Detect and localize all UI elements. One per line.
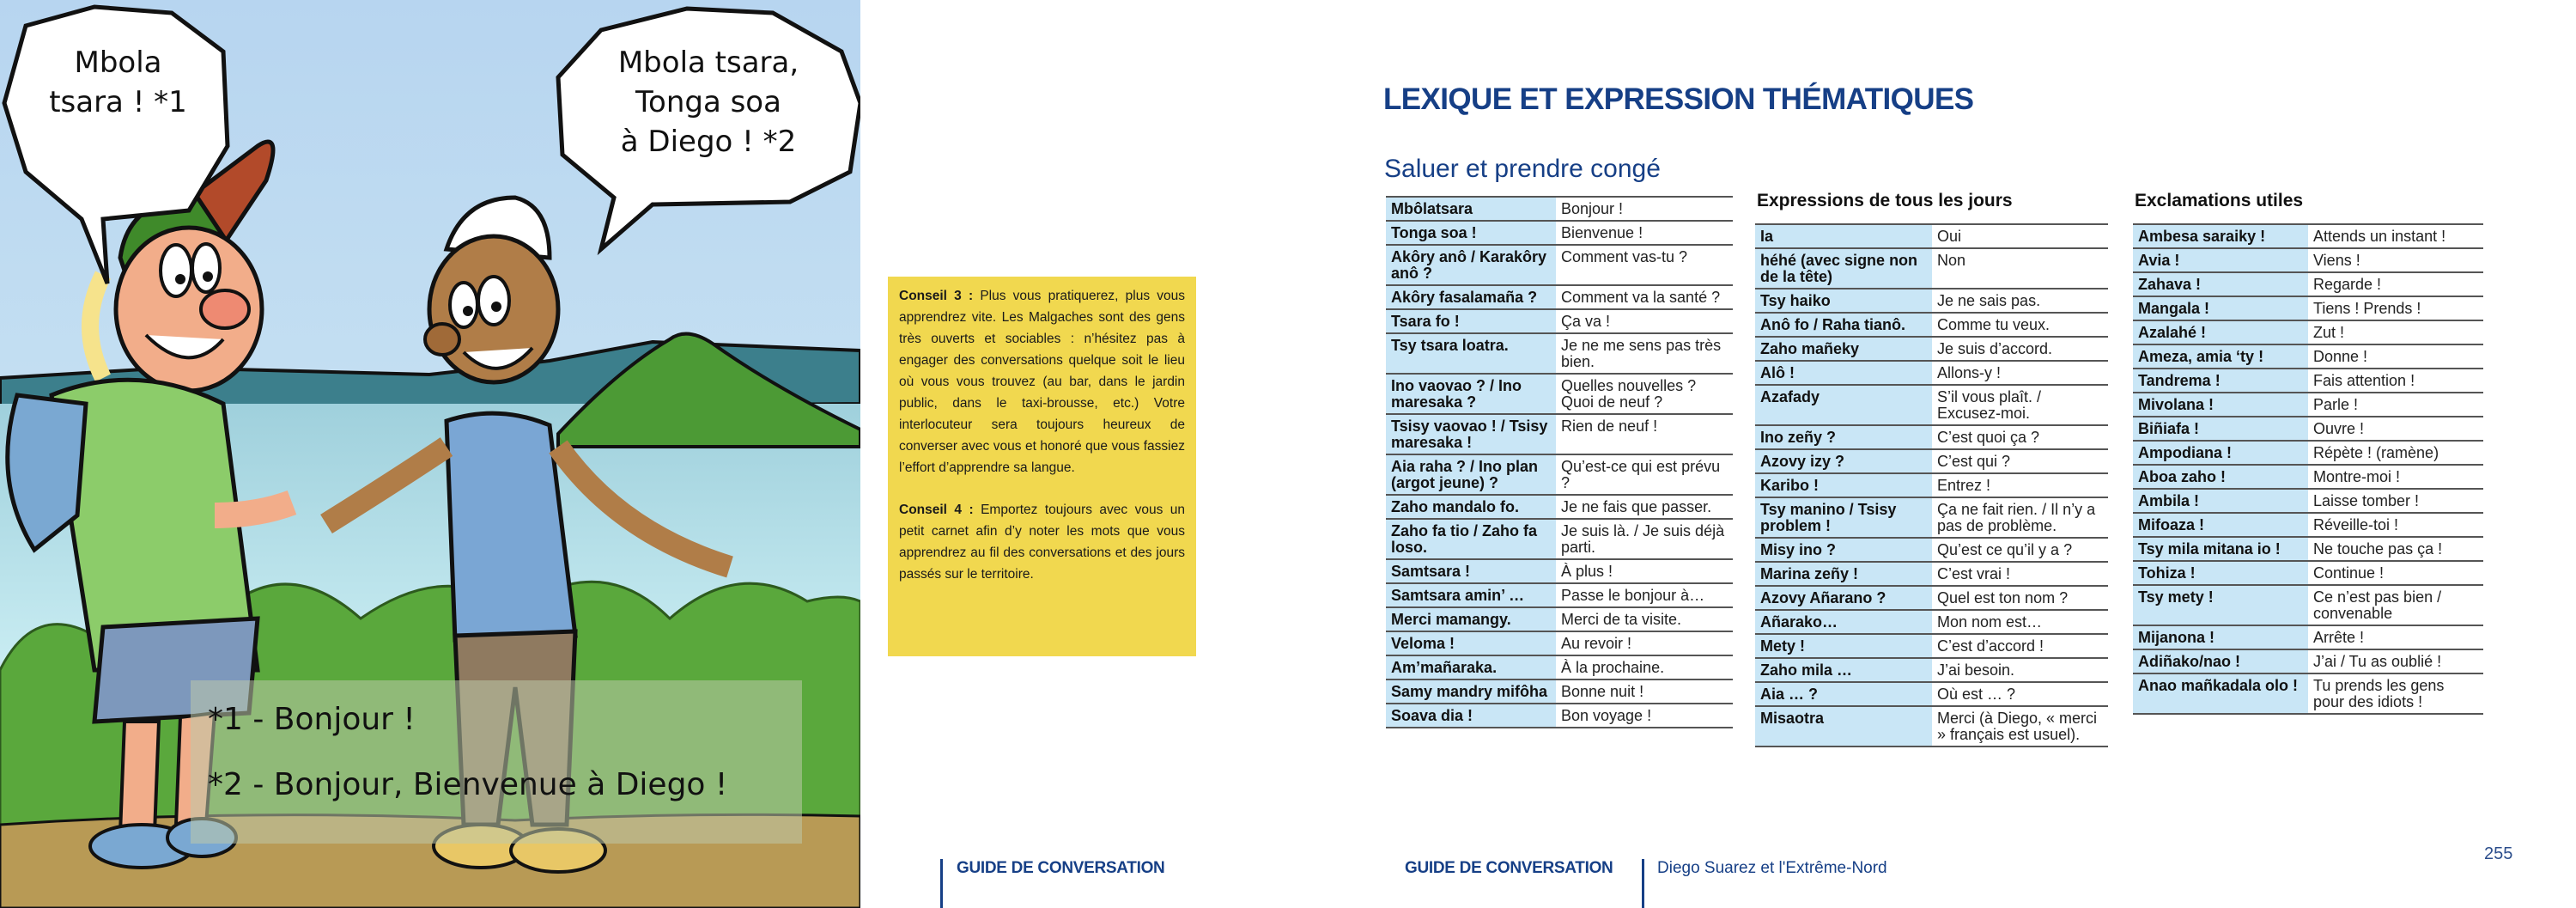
french-translation: S’il vous plaît. / Excusez-moi.: [1932, 385, 2108, 425]
malagasy-phrase: Karibo !: [1755, 473, 1932, 497]
table-row: [2133, 673, 2483, 714]
greetings-table: [1386, 196, 1733, 728]
malagasy-phrase: Marina zeñy !: [1755, 562, 1932, 586]
table-row: [2133, 441, 2483, 465]
french-translation: Rien de neuf !: [1556, 414, 1733, 454]
malagasy-phrase: Ino vaovao ? / Ino maresaka ?: [1386, 374, 1556, 414]
table-row: [1755, 538, 2108, 562]
french-translation: Qu’est-ce qui est prévu ?: [1556, 454, 1733, 495]
translation-caption-box: [191, 680, 802, 844]
table-row: [2133, 417, 2483, 441]
table-row: [1386, 374, 1733, 414]
table-row: [2133, 465, 2483, 489]
speech-bubble-1-text: Mbola tsara ! *1: [49, 46, 187, 119]
table-row: [2133, 224, 2483, 248]
malagasy-phrase: Am’mañaraka.: [1386, 655, 1556, 679]
table-row: [1386, 655, 1733, 679]
table-row: [1386, 519, 1733, 559]
malagasy-phrase: Tsy haiko: [1755, 289, 1932, 313]
table-row: [2133, 649, 2483, 673]
tip-4: [899, 499, 1185, 585]
malagasy-phrase: Aboa zaho !: [2133, 465, 2308, 489]
right-footer-divider: [1642, 859, 1644, 908]
section-title-everyday: Expressions de tous les jours: [1757, 191, 2013, 210]
table-row: [1755, 385, 2108, 425]
malagasy-phrase: Mangala !: [2133, 296, 2308, 320]
french-translation: Mon nom est…: [1932, 610, 2108, 634]
tip-4-label: Conseil 4 :: [899, 503, 974, 517]
malagasy-phrase: Biñiafa !: [2133, 417, 2308, 441]
french-translation: Oui: [1932, 224, 2108, 248]
french-translation: Réveille-toi !: [2308, 513, 2483, 537]
french-translation: Ce n’est pas bien / convenable: [2308, 585, 2483, 625]
french-translation: Bienvenue !: [1556, 221, 1733, 245]
french-translation: Zut !: [2308, 320, 2483, 344]
malagasy-phrase: Azalahé !: [2133, 320, 2308, 344]
malagasy-phrase: Samtsara amin’ …: [1386, 583, 1556, 607]
french-translation: Comment va la santé ?: [1556, 285, 1733, 309]
left-footer-title: GUIDE DE CONVERSATION: [957, 859, 1165, 877]
table-row: [1386, 704, 1733, 728]
malagasy-phrase: Avia !: [2133, 248, 2308, 272]
french-translation: Non: [1932, 248, 2108, 289]
page-title: LEXIQUE ET EXPRESSION THÉMATIQUES: [1383, 82, 1974, 116]
table-row: [2133, 625, 2483, 649]
malagasy-phrase: Tsy mety !: [2133, 585, 2308, 625]
malagasy-phrase: Tohiza !: [2133, 561, 2308, 585]
table-row: [2133, 344, 2483, 369]
table-row: [1755, 610, 2108, 634]
malagasy-phrase: Zaho mañeky: [1755, 337, 1932, 361]
malagasy-phrase: Misaotra: [1755, 706, 1932, 747]
malagasy-phrase: Tsy mila mitana io !: [2133, 537, 2308, 561]
right-footer-title: GUIDE DE CONVERSATION: [1405, 859, 1613, 877]
malagasy-phrase: Alô !: [1755, 361, 1932, 385]
french-translation: Je ne me sens pas très bien.: [1556, 333, 1733, 374]
table-row: [1386, 333, 1733, 374]
right-footer-chapter: Diego Suarez et l'Extrême-Nord: [1657, 859, 1887, 877]
malagasy-phrase: Merci mamangy.: [1386, 607, 1556, 631]
table-row: [2133, 585, 2483, 625]
tip-3-label: Conseil 3 :: [899, 289, 974, 303]
malagasy-phrase: Ia: [1755, 224, 1932, 248]
french-translation: Au revoir !: [1556, 631, 1733, 655]
french-translation: Quel est ton nom ?: [1932, 586, 2108, 610]
french-translation: Tiens ! Prends !: [2308, 296, 2483, 320]
french-translation: J’ai / Tu as oublié !: [2308, 649, 2483, 673]
malagasy-phrase: Aia raha ? / Ino plan (argot jeune) ?: [1386, 454, 1556, 495]
malagasy-phrase: Samtsara !: [1386, 559, 1556, 583]
table-row: [2133, 537, 2483, 561]
section-title-exclamations: Exclamations utiles: [2135, 191, 2304, 210]
malagasy-phrase: Anao mañkadala olo !: [2133, 673, 2308, 714]
section-title-greetings: Saluer et prendre congé: [1384, 155, 1661, 183]
malagasy-phrase: Samy mandry mifôha: [1386, 679, 1556, 704]
french-translation: C’est d’accord !: [1932, 634, 2108, 658]
malagasy-phrase: Anô fo / Raha tianô.: [1755, 313, 1932, 337]
caption-footnote-1: *1 - Bonjour !: [208, 702, 416, 737]
french-translation: Merci de ta visite.: [1556, 607, 1733, 631]
malagasy-phrase: héhé (avec signe non de la tête): [1755, 248, 1932, 289]
french-translation: Passe le bonjour à…: [1556, 583, 1733, 607]
french-translation: Je suis d’accord.: [1932, 337, 2108, 361]
malagasy-phrase: Misy ino ?: [1755, 538, 1932, 562]
table-row: [1386, 559, 1733, 583]
french-translation: C’est quoi ça ?: [1932, 425, 2108, 449]
malagasy-phrase: Mifoaza !: [2133, 513, 2308, 537]
french-translation: Parle !: [2308, 393, 2483, 417]
table-row: [1386, 583, 1733, 607]
french-translation: Où est … ?: [1932, 682, 2108, 706]
malagasy-phrase: Mivolana !: [2133, 393, 2308, 417]
malagasy-phrase: Aia … ?: [1755, 682, 1932, 706]
french-translation: Regarde !: [2308, 272, 2483, 296]
table-row: [2133, 272, 2483, 296]
french-translation: Allons-y !: [1932, 361, 2108, 385]
tip-3: [899, 285, 1185, 478]
french-translation: Ça ne fait rien. / Il n’y a pas de problème.: [1932, 497, 2108, 538]
table-row: [1755, 449, 2108, 473]
french-translation: Merci (à Diego, « merci » français est usuel).: [1932, 706, 2108, 747]
table-row: [1386, 495, 1733, 519]
comic-illustration: [0, 0, 860, 908]
table-row: [1755, 425, 2108, 449]
table-row: [2133, 296, 2483, 320]
malagasy-phrase: Ambesa saraiky !: [2133, 224, 2308, 248]
table-row: [1386, 309, 1733, 333]
malagasy-phrase: Zaho mila …: [1755, 658, 1932, 682]
tip-4-text: Emportez toujours avec vous un petit carnet afin d’y noter les mots que vous apprendrez au fil des conversations et des jours passés sur le territoire.: [899, 503, 1185, 582]
french-translation: Montre-moi !: [2308, 465, 2483, 489]
french-translation: Tu prends les gens pour des idiots !: [2308, 673, 2483, 714]
table-row: [1755, 562, 2108, 586]
french-translation: C’est qui ?: [1932, 449, 2108, 473]
table-row: [2133, 561, 2483, 585]
everyday-expressions-table: [1755, 223, 2108, 747]
table-row: [2133, 320, 2483, 344]
malagasy-phrase: Zaho fa tio / Zaho fa loso.: [1386, 519, 1556, 559]
french-translation: J’ai besoin.: [1932, 658, 2108, 682]
page-number: 255: [2484, 844, 2513, 863]
table-row: [1386, 285, 1733, 309]
table-row: [1755, 337, 2108, 361]
left-footer-divider: [940, 859, 943, 908]
table-row: [1755, 313, 2108, 337]
table-row: [1386, 454, 1733, 495]
malagasy-phrase: Soava dia !: [1386, 704, 1556, 728]
table-row: [1755, 248, 2108, 289]
malagasy-phrase: Akôry fasalamaña ?: [1386, 285, 1556, 309]
table-row: [1386, 197, 1733, 221]
french-translation: Bonjour !: [1556, 197, 1733, 221]
french-translation: À plus !: [1556, 559, 1733, 583]
table-row: [1755, 658, 2108, 682]
malagasy-phrase: Ino zeñy ?: [1755, 425, 1932, 449]
french-translation: Bon voyage !: [1556, 704, 1733, 728]
table-row: [1755, 361, 2108, 385]
french-translation: Viens !: [2308, 248, 2483, 272]
table-row: [1755, 634, 2108, 658]
table-row: [2133, 393, 2483, 417]
table-row: [1386, 679, 1733, 704]
malagasy-phrase: Mety !: [1755, 634, 1932, 658]
french-translation: C’est vrai !: [1932, 562, 2108, 586]
malagasy-phrase: Tandrema !: [2133, 369, 2308, 393]
malagasy-phrase: Añarako…: [1755, 610, 1932, 634]
french-translation: Répète ! (ramène): [2308, 441, 2483, 465]
malagasy-phrase: Ambila !: [2133, 489, 2308, 513]
malagasy-phrase: Zaho mandalo fo.: [1386, 495, 1556, 519]
table-row: [1755, 224, 2108, 248]
table-row: [1386, 221, 1733, 245]
malagasy-phrase: Mijanona !: [2133, 625, 2308, 649]
french-translation: Je suis là. / Je suis déjà parti.: [1556, 519, 1733, 559]
table-row: [1755, 682, 2108, 706]
table-row: [1386, 607, 1733, 631]
french-translation: Je ne fais que passer.: [1556, 495, 1733, 519]
french-translation: Fais attention !: [2308, 369, 2483, 393]
french-translation: Donne !: [2308, 344, 2483, 369]
table-row: [2133, 369, 2483, 393]
table-row: [1755, 289, 2108, 313]
french-translation: À la prochaine.: [1556, 655, 1733, 679]
malagasy-phrase: Mbôlatsara: [1386, 197, 1556, 221]
french-translation: Ouvre !: [2308, 417, 2483, 441]
malagasy-phrase: Azafady: [1755, 385, 1932, 425]
malagasy-phrase: Tsy manino / Tsisy problem !: [1755, 497, 1932, 538]
french-translation: Ça va !: [1556, 309, 1733, 333]
french-translation: Quelles nouvelles ? Quoi de neuf ?: [1556, 374, 1733, 414]
french-translation: Ne touche pas ça !: [2308, 537, 2483, 561]
table-row: [1386, 245, 1733, 285]
tip-3-text: Plus vous pratiquerez, plus vous apprendrez vite. Les Malgaches sont des gens très ouverts et sociables : n’hésitez pas à engager des conversations quelque soit le lieu où vous vous trouvez (au bar, dans le jardin public, dans le taxi-brousse, etc.) Votre interlocuteur sera toujours heureux de converser avec vous et honoré que vous fassiez l’effort d’apprendre sa langue.: [899, 289, 1185, 475]
french-translation: Comment vas-tu ?: [1556, 245, 1733, 285]
french-translation: Comme tu veux.: [1932, 313, 2108, 337]
french-translation: Arrête !: [2308, 625, 2483, 649]
table-row: [1755, 473, 2108, 497]
french-translation: Entrez !: [1932, 473, 2108, 497]
malagasy-phrase: Tonga soa !: [1386, 221, 1556, 245]
malagasy-phrase: Ameza, amia ‘ty !: [2133, 344, 2308, 369]
french-translation: Bonne nuit !: [1556, 679, 1733, 704]
table-row: [1755, 497, 2108, 538]
french-translation: Continue !: [2308, 561, 2483, 585]
french-translation: Qu’est ce qu’il y a ?: [1932, 538, 2108, 562]
table-row: [1755, 586, 2108, 610]
exclamations-table: [2133, 223, 2483, 715]
caption-footnote-2: *2 - Bonjour, Bienvenue à Diego !: [208, 767, 728, 802]
malagasy-phrase: Azovy Añarano ?: [1755, 586, 1932, 610]
malagasy-phrase: Azovy izy ?: [1755, 449, 1932, 473]
malagasy-phrase: Akôry anô / Karakôry anô ?: [1386, 245, 1556, 285]
tips-box: [888, 277, 1196, 656]
malagasy-phrase: Veloma !: [1386, 631, 1556, 655]
malagasy-phrase: Adiñako/nao !: [2133, 649, 2308, 673]
speech-bubble-2-text: Mbola tsara, Tonga soa à Diego ! *2: [617, 46, 799, 159]
table-row: [1755, 706, 2108, 747]
malagasy-phrase: Tsy tsara loatra.: [1386, 333, 1556, 374]
malagasy-phrase: Tsara fo !: [1386, 309, 1556, 333]
french-translation: Je ne sais pas.: [1932, 289, 2108, 313]
malagasy-phrase: Tsisy vaovao ! / Tsisy maresaka !: [1386, 414, 1556, 454]
french-translation: Attends un instant !: [2308, 224, 2483, 248]
french-translation: Laisse tomber !: [2308, 489, 2483, 513]
table-row: [1386, 631, 1733, 655]
malagasy-phrase: Zahava !: [2133, 272, 2308, 296]
table-row: [2133, 513, 2483, 537]
table-row: [2133, 489, 2483, 513]
table-row: [1386, 414, 1733, 454]
table-row: [2133, 248, 2483, 272]
malagasy-phrase: Ampodiana !: [2133, 441, 2308, 465]
